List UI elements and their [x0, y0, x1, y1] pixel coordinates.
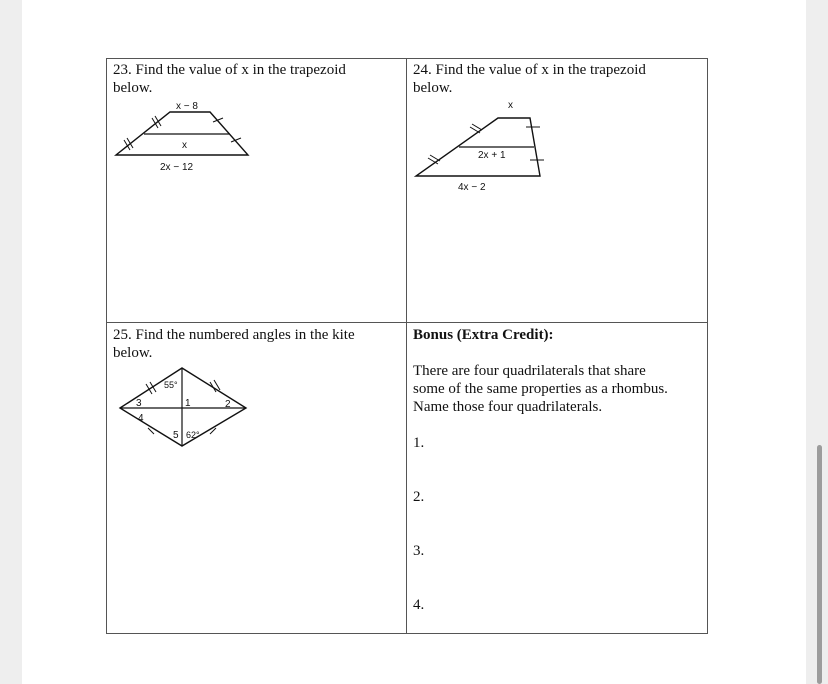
table-divider-vertical: [406, 58, 407, 634]
kite-25-figure: [112, 360, 257, 450]
trapezoid-23-bottom-label: 2x − 12: [160, 162, 194, 173]
kite-angle-3-label: 3: [136, 398, 142, 409]
trapezoid-24-bottom-label: 4x − 2: [458, 182, 486, 193]
scrollbar[interactable]: [817, 445, 822, 684]
kite-angle-5-label: 5: [173, 430, 179, 441]
bonus-answer-1: 1.: [413, 435, 425, 451]
question-23-text: 23. Find the value of x in the trapezoid below.: [113, 62, 346, 96]
trapezoid-24-top-label: x: [508, 100, 513, 111]
kite-angle-2-label: 2: [225, 399, 231, 410]
bonus-answer-2: 2.: [413, 489, 425, 505]
bonus-text: There are four quadrilaterals that share some of the same properties as a rhombus. Name those four quadrilaterals.: [413, 363, 668, 415]
bonus-answer-3: 3.: [413, 543, 425, 559]
question-24-text: 24. Find the value of x in the trapezoid below.: [413, 62, 646, 96]
trapezoid-23-top-label: x − 8: [176, 101, 198, 112]
kite-angle-4-label: 4: [138, 413, 144, 424]
trapezoid-24-figure: [412, 96, 552, 196]
bonus-title: Bonus (Extra Credit):: [413, 327, 554, 343]
trapezoid-24-mid-label: 2x + 1: [478, 150, 506, 161]
kite-angle-1-label: 1: [185, 398, 191, 409]
trapezoid-23-mid-label: x: [182, 140, 187, 151]
kite-angle-62-label: 62°: [186, 430, 200, 440]
trapezoid-23-figure: [112, 96, 257, 176]
kite-angle-55-label: 55°: [164, 380, 178, 390]
table-divider-horizontal: [106, 322, 708, 323]
question-25-text: 25. Find the numbered angles in the kite below.: [113, 327, 355, 361]
bonus-answer-4: 4.: [413, 597, 425, 613]
left-margin: [0, 0, 22, 684]
